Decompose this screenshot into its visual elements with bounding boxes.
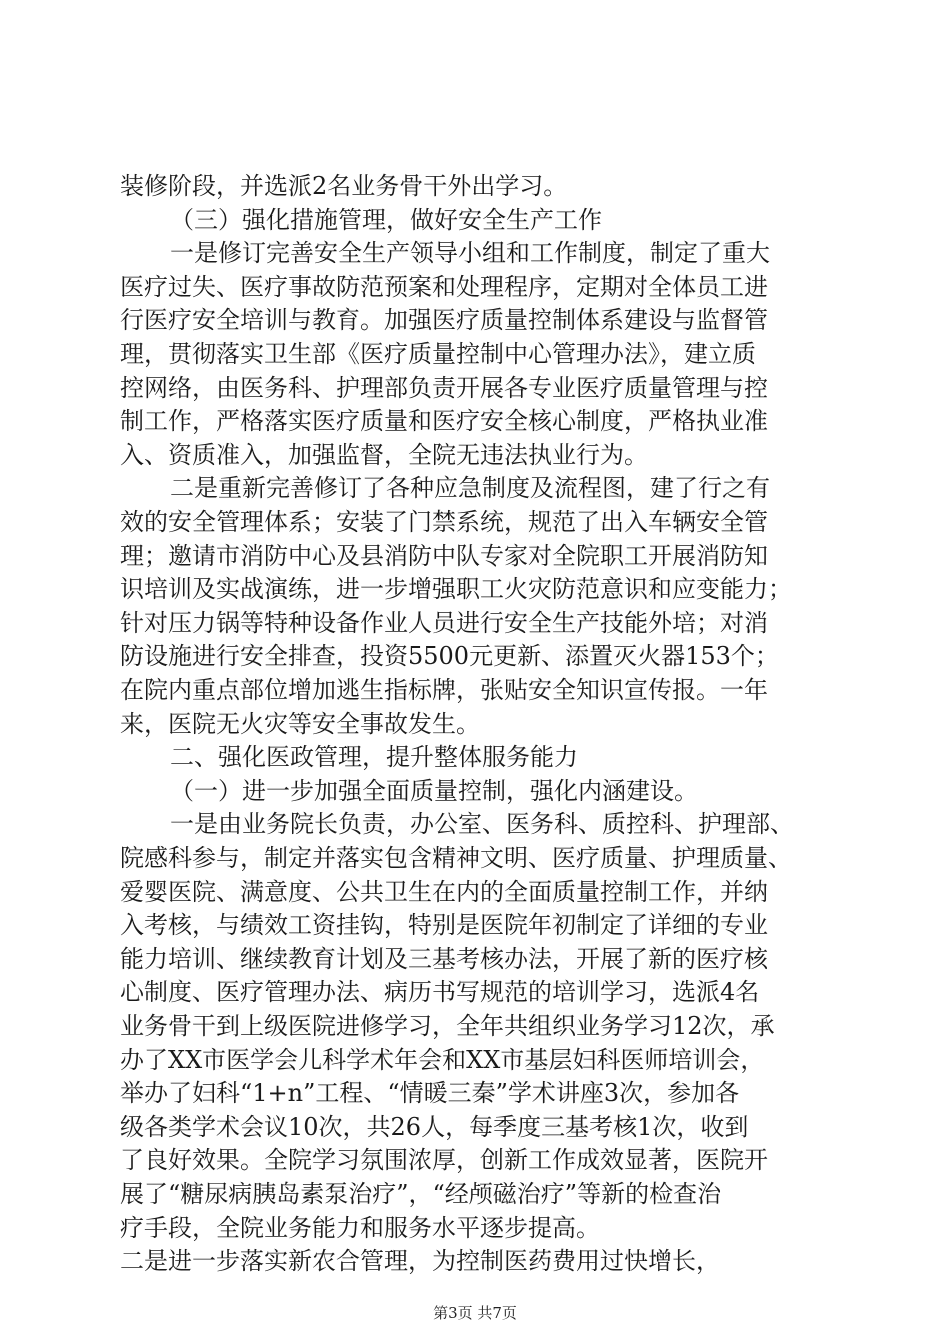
text-line-24: 能力培训、继续教育计划及三基考核办法，开展了新的医疗核 — [120, 944, 768, 973]
text-line-12: 理；邀请市消防中心及县消防中队专家对全院职工开展消防知 — [120, 541, 768, 570]
text-line-25: 心制度、医疗管理办法、病历书写规范的培训学习，选派4名 — [120, 978, 760, 1007]
text-line-27: 办了XX市医学会儿科学术年会和XX市基层妇科医师培训会， — [120, 1045, 765, 1074]
text-line-17: 来，医院无火灾等安全事故发生。 — [120, 709, 480, 738]
text-line-13: 识培训及实战演练，进一步增强职工火灾防范意识和应变能力； — [120, 575, 792, 604]
text-line-29: 级各类学术会议10次，共26人，每季度三基考核1次，收到 — [120, 1112, 749, 1141]
text-line-7: 控网络，由医务科、护理部负责开展各专业医疗质量管理与控 — [120, 373, 768, 402]
text-line-2: （三）强化措施管理，做好安全生产工作 — [170, 205, 602, 234]
text-line-1: 装修阶段，并选派2名业务骨干外出学习。 — [120, 172, 568, 200]
text-line-28: 举办了妇科“1+n”工程、“情暖三秦”学术讲座3次，参加各 — [120, 1079, 740, 1108]
page-number-footer: 第3页 共7页 — [433, 1304, 517, 1322]
text-line-4: 医疗过失、医疗事故防范预案和处理程序，定期对全体员工进 — [120, 272, 768, 301]
text-line-26: 业务骨干到上级医院进修学习，全年共组织业务学习12次，承 — [120, 1012, 775, 1040]
text-line-3: 一是修订完善安全生产领导小组和工作制度，制定了重大 — [170, 239, 770, 268]
text-line-22: 爱婴医院、满意度、公共卫生在内的全面质量控制工作，并纳 — [120, 877, 768, 906]
text-line-9: 入、资质准入，加强监督，全院无违法执业行为。 — [120, 440, 648, 469]
text-line-23: 入考核，与绩效工资挂钩，特别是医院年初制定了详细的专业 — [120, 911, 768, 940]
text-line-5: 行医疗安全培训与教育。加强医疗质量控制体系建设与监督管 — [120, 306, 768, 335]
text-line-31: 展了“糖尿病胰岛素泵治疗”，“经颅磁治疗”等新的检查治 — [120, 1180, 722, 1208]
text-line-34: 二是进一步落实新农合管理，为控制医药费用过快增长， — [120, 1247, 720, 1276]
text-line-11: 效的安全管理体系；安装了门禁系统，规范了出入车辆安全管 — [120, 508, 768, 536]
text-line-19: （一）进一步加强全面质量控制，强化内涵建设。 — [170, 776, 698, 805]
text-line-32: 疗手段，全院业务能力和服务水平逐步提高。 — [120, 1213, 600, 1242]
text-line-18: 二、强化医政管理，提升整体服务能力 — [170, 743, 578, 772]
text-line-15: 防设施进行安全排查，投资5500元更新、添置灭火器153个； — [120, 642, 779, 671]
text-line-16: 在院内重点部位增加逃生指标牌，张贴安全知识宣传报。一年 — [120, 676, 768, 704]
text-line-6: 理，贯彻落实卫生部《医疗质量控制中心管理办法》，建立质 — [120, 340, 756, 368]
text-line-10: 二是重新完善修订了各种应急制度及流程图，建了行之有 — [170, 474, 770, 503]
text-line-21: 院感科参与，制定并落实包含精神文明、医疗质量、护理质量、 — [120, 844, 792, 872]
text-line-14: 针对压力锅等特种设备作业人员进行安全生产技能外培；对消 — [120, 608, 768, 637]
text-line-8: 制工作，严格落实医疗质量和医疗安全核心制度，严格执业准 — [120, 407, 768, 436]
text-line-20: 一是由业务院长负责，办公室、医务科、质控科、护理部、 — [170, 810, 794, 839]
text-line-30: 了良好效果。全院学习氛围浓厚，创新工作成效显著，医院开 — [120, 1146, 768, 1175]
